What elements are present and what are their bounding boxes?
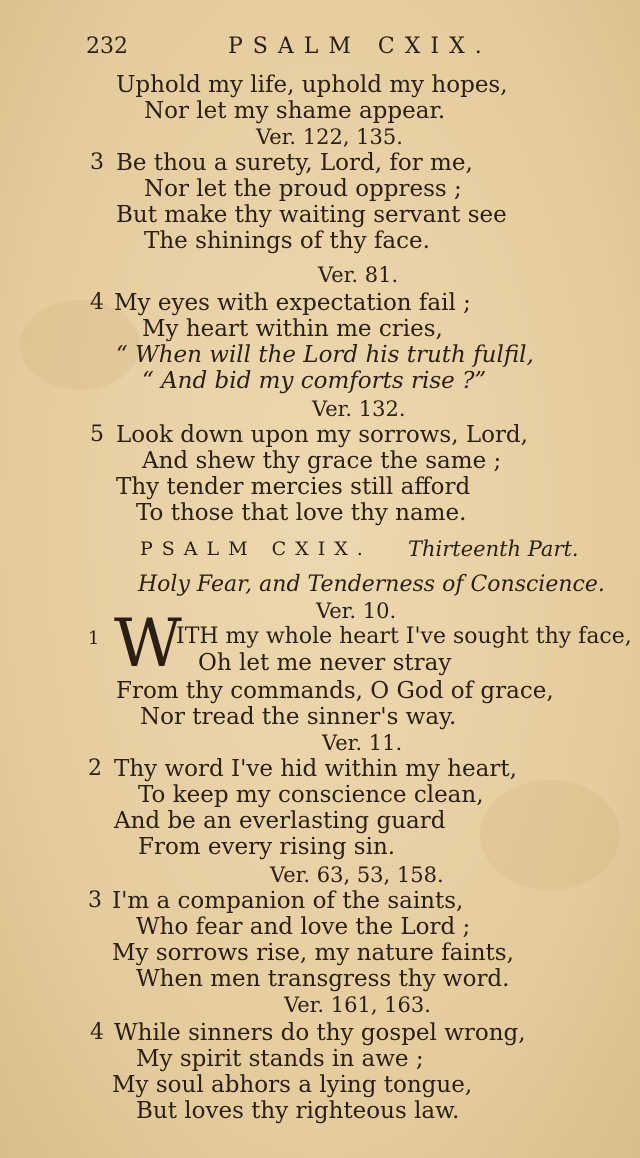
verse-reference: Ver. 63, 53, 158.	[270, 863, 444, 887]
part-title: PSALM CXIX.	[140, 538, 372, 560]
verse-line: Uphold my life, uphold my hopes,	[116, 72, 508, 98]
stanza-number: 3	[88, 888, 102, 913]
running-title: PSALM CXIX.	[228, 34, 492, 59]
verse-line: My spirit stands in awe ;	[136, 1046, 424, 1072]
verse-line: Nor let the proud oppress ;	[144, 176, 462, 202]
verse-line: When men transgress thy word.	[136, 966, 510, 992]
verse-line: But make thy waiting servant see	[116, 202, 507, 228]
stanza-number: 4	[90, 290, 104, 315]
verse-reference: Ver. 81.	[318, 263, 399, 287]
verse-reference: Ver. 161, 163.	[284, 993, 431, 1017]
verse-line: I'm a companion of the saints,	[112, 888, 464, 914]
verse-line: Oh let me never stray	[198, 650, 452, 676]
verse-line: To keep my conscience clean,	[138, 782, 484, 808]
verse-line: My sorrows rise, my nature faints,	[112, 940, 514, 966]
verse-line: Thy tender mercies still afford	[116, 474, 471, 500]
verse-line: Who fear and love the Lord ;	[136, 914, 471, 940]
verse-line: While sinners do thy gospel wrong,	[114, 1020, 526, 1046]
verse-line: My eyes with expectation fail ;	[114, 290, 471, 316]
stanza-number: 4	[90, 1020, 104, 1045]
verse-line: Be thou a surety, Lord, for me,	[116, 150, 473, 176]
verse-line: “ And bid my comforts rise ?”	[142, 368, 487, 394]
verse-line: Look down upon my sorrows, Lord,	[116, 422, 528, 448]
paper-stain	[480, 780, 620, 890]
verse-line: Nor tread the sinner's way.	[140, 704, 457, 730]
verse-line: To those that love thy name.	[136, 500, 467, 526]
stanza-number: 3	[90, 150, 104, 175]
stanza-number: 2	[88, 756, 102, 781]
verse-reference: Ver. 122, 135.	[256, 125, 403, 149]
verse-reference: Ver. 10.	[316, 599, 397, 623]
verse-line: My heart within me cries,	[142, 316, 443, 342]
verse-reference: Ver. 11.	[322, 731, 403, 755]
part-subtitle-number: Thirteenth Part.	[408, 537, 579, 561]
verse-line: “ When will the Lord his truth fulfil,	[116, 342, 534, 368]
verse-line: From every rising sin.	[138, 834, 396, 860]
verse-line: But loves thy righteous law.	[136, 1098, 460, 1124]
verse-line: My soul abhors a lying tongue,	[112, 1072, 473, 1098]
verse-line: ITH my whole heart I've sought thy face,	[176, 624, 632, 649]
stanza-number: 5	[90, 422, 104, 447]
verse-line: And be an everlasting guard	[114, 808, 446, 834]
drop-cap: W	[114, 605, 182, 682]
stanza-number: 1	[88, 628, 100, 649]
verse-line: Nor let my shame appear.	[144, 98, 446, 124]
verse-line: From thy commands, O God of grace,	[116, 678, 554, 704]
verse-line: And shew thy grace the same ;	[142, 448, 502, 474]
page-number: 232	[86, 34, 128, 59]
verse-line: The shinings of thy face.	[144, 228, 430, 254]
verse-reference: Ver. 132.	[312, 397, 406, 421]
part-subtitle: Holy Fear, and Tenderness of Conscience.	[138, 572, 605, 597]
verse-line: Thy word I've hid within my heart,	[114, 756, 517, 782]
